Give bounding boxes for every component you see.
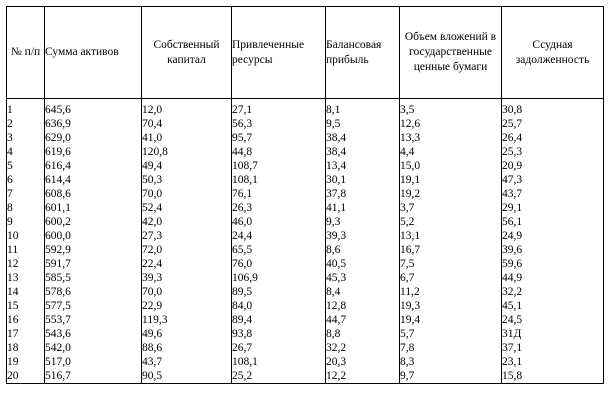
cell-assets: 614,4 [45,173,142,187]
cell-loans: 15,8 [502,369,604,384]
cell-borrowed: 95,7 [232,131,326,145]
cell-borrowed: 65,5 [232,243,326,257]
cell-equity: 119,3 [142,313,232,327]
cell-equity: 39,3 [142,271,232,285]
cell-loans: 20,9 [502,159,604,173]
cell-equity: 120,8 [142,145,232,159]
cell-equity: 49,4 [142,159,232,173]
cell-loans: 45,1 [502,299,604,313]
cell-borrowed: 56,3 [232,117,326,131]
table-row [7,257,604,271]
cell-assets: 601,1 [45,201,142,215]
cell-num: 6 [7,173,45,187]
cell-num: 4 [7,145,45,159]
cell-securities: 13,3 [400,131,502,145]
cell-securities: 13,1 [400,229,502,243]
cell-loans: 25,3 [502,145,604,159]
cell-securities: 19,2 [400,187,502,201]
cell-num: 9 [7,215,45,229]
cell-assets: 577,5 [45,299,142,313]
header-num: № п/п [7,7,45,99]
cell-borrowed: 108,7 [232,159,326,173]
cell-loans: 26,4 [502,131,604,145]
cell-borrowed: 44,8 [232,145,326,159]
cell-securities: 19,4 [400,313,502,327]
cell-num: 19 [7,355,45,369]
table-header-row [7,7,604,99]
cell-loans: 32,2 [502,285,604,299]
cell-loans: 47,3 [502,173,604,187]
table-row [7,285,604,299]
cell-securities: 19,1 [400,173,502,187]
cell-securities: 4,4 [400,145,502,159]
cell-profit: 8,4 [326,285,400,299]
cell-profit: 41,1 [326,201,400,215]
table-row [7,117,604,131]
table-row [7,187,604,201]
cell-assets: 600,0 [45,229,142,243]
table-row [7,271,604,285]
cell-num: 1 [7,103,45,117]
cell-securities: 5,7 [400,327,502,341]
cell-borrowed: 89,5 [232,285,326,299]
table-row [7,355,604,369]
cell-assets: 608,6 [45,187,142,201]
cell-equity: 88,6 [142,341,232,355]
cell-securities: 15,0 [400,159,502,173]
cell-equity: 42,0 [142,215,232,229]
cell-securities: 6,7 [400,271,502,285]
header-loans: Ссудная задолженность [502,7,604,99]
cell-num: 8 [7,201,45,215]
cell-loans: 29,1 [502,201,604,215]
cell-securities: 8,3 [400,355,502,369]
table-row [7,145,604,159]
cell-num: 17 [7,327,45,341]
cell-assets: 585,5 [45,271,142,285]
cell-num: 18 [7,341,45,355]
cell-loans: 23,1 [502,355,604,369]
cell-securities: 7,5 [400,257,502,271]
cell-equity: 49,6 [142,327,232,341]
cell-loans: 31Д [502,327,604,341]
cell-assets: 629,0 [45,131,142,145]
cell-assets: 619,6 [45,145,142,159]
header-equity: Собственный капитал [142,7,232,99]
cell-equity: 41,0 [142,131,232,145]
cell-profit: 44,7 [326,313,400,327]
cell-assets: 517,0 [45,355,142,369]
cell-equity: 90,5 [142,369,232,384]
table-row [7,369,604,384]
cell-assets: 645,6 [45,103,142,117]
cell-equity: 72,0 [142,243,232,257]
cell-securities: 11,2 [400,285,502,299]
cell-borrowed: 106,9 [232,271,326,285]
cell-loans: 24,9 [502,229,604,243]
cell-securities: 16,7 [400,243,502,257]
cell-profit: 9,3 [326,215,400,229]
cell-num: 20 [7,369,45,384]
cell-borrowed: 26,3 [232,201,326,215]
cell-securities: 3,5 [400,103,502,117]
cell-borrowed: 26,7 [232,341,326,355]
cell-profit: 8,6 [326,243,400,257]
table-row [7,327,604,341]
cell-borrowed: 27,1 [232,103,326,117]
table-row [7,131,604,145]
cell-equity: 22,9 [142,299,232,313]
cell-loans: 59,6 [502,257,604,271]
cell-assets: 516,7 [45,369,142,384]
cell-equity: 70,0 [142,187,232,201]
cell-num: 14 [7,285,45,299]
cell-loans: 24,5 [502,313,604,327]
cell-equity: 43,7 [142,355,232,369]
cell-securities: 12,6 [400,117,502,131]
table-row [7,215,604,229]
cell-num: 11 [7,243,45,257]
cell-assets: 616,4 [45,159,142,173]
cell-borrowed: 25,2 [232,369,326,384]
table-row [7,243,604,257]
cell-loans: 44,9 [502,271,604,285]
cell-equity: 22,4 [142,257,232,271]
table-row [7,173,604,187]
cell-num: 13 [7,271,45,285]
cell-borrowed: 108,1 [232,173,326,187]
bank-indicators-table [6,6,604,384]
cell-loans: 25,7 [502,117,604,131]
cell-profit: 40,5 [326,257,400,271]
cell-profit: 38,4 [326,131,400,145]
cell-borrowed: 46,0 [232,215,326,229]
cell-profit: 12,2 [326,369,400,384]
cell-loans: 56,1 [502,215,604,229]
cell-equity: 12,0 [142,103,232,117]
cell-profit: 13,4 [326,159,400,173]
cell-equity: 70,4 [142,117,232,131]
cell-assets: 600,2 [45,215,142,229]
cell-borrowed: 76,0 [232,257,326,271]
cell-equity: 52,4 [142,201,232,215]
cell-profit: 39,3 [326,229,400,243]
table-row [7,159,604,173]
table-row [7,341,604,355]
cell-loans: 39,6 [502,243,604,257]
cell-securities: 3,7 [400,201,502,215]
cell-profit: 30,1 [326,173,400,187]
table-row [7,299,604,313]
cell-equity: 50,3 [142,173,232,187]
cell-assets: 578,6 [45,285,142,299]
cell-num: 10 [7,229,45,243]
table-body [7,99,604,384]
cell-num: 7 [7,187,45,201]
cell-profit: 12,8 [326,299,400,313]
table-row [7,103,604,117]
cell-loans: 37,1 [502,341,604,355]
cell-profit: 45,3 [326,271,400,285]
cell-num: 12 [7,257,45,271]
header-securities: Объем вложений в государственные ценные бумаги [400,7,502,99]
cell-borrowed: 24,4 [232,229,326,243]
cell-securities: 5,2 [400,215,502,229]
cell-num: 16 [7,313,45,327]
table-row [7,229,604,243]
cell-profit: 8,1 [326,103,400,117]
cell-borrowed: 93,8 [232,327,326,341]
cell-profit: 37,8 [326,187,400,201]
cell-assets: 553,7 [45,313,142,327]
header-profit: Балансовая прибыль [326,7,400,99]
cell-assets: 636,9 [45,117,142,131]
cell-assets: 542,0 [45,341,142,355]
cell-num: 2 [7,117,45,131]
cell-equity: 27,3 [142,229,232,243]
cell-securities: 7,8 [400,341,502,355]
cell-assets: 591,7 [45,257,142,271]
cell-loans: 43,7 [502,187,604,201]
cell-borrowed: 108,1 [232,355,326,369]
cell-num: 15 [7,299,45,313]
cell-profit: 8,8 [326,327,400,341]
cell-equity: 70,0 [142,285,232,299]
cell-borrowed: 84,0 [232,299,326,313]
cell-loans: 30,8 [502,103,604,117]
header-assets: Сумма активов [45,7,142,99]
table-row [7,313,604,327]
cell-assets: 592,9 [45,243,142,257]
cell-securities: 9,7 [400,369,502,384]
cell-borrowed: 76,1 [232,187,326,201]
cell-profit: 32,2 [326,341,400,355]
header-borrowed: Привлеченные ресурсы [232,7,326,99]
cell-profit: 38,4 [326,145,400,159]
table-row [7,201,604,215]
cell-assets: 543,6 [45,327,142,341]
cell-securities: 19,3 [400,299,502,313]
cell-profit: 9,5 [326,117,400,131]
cell-borrowed: 89,4 [232,313,326,327]
cell-profit: 20,3 [326,355,400,369]
cell-num: 5 [7,159,45,173]
cell-num: 3 [7,131,45,145]
